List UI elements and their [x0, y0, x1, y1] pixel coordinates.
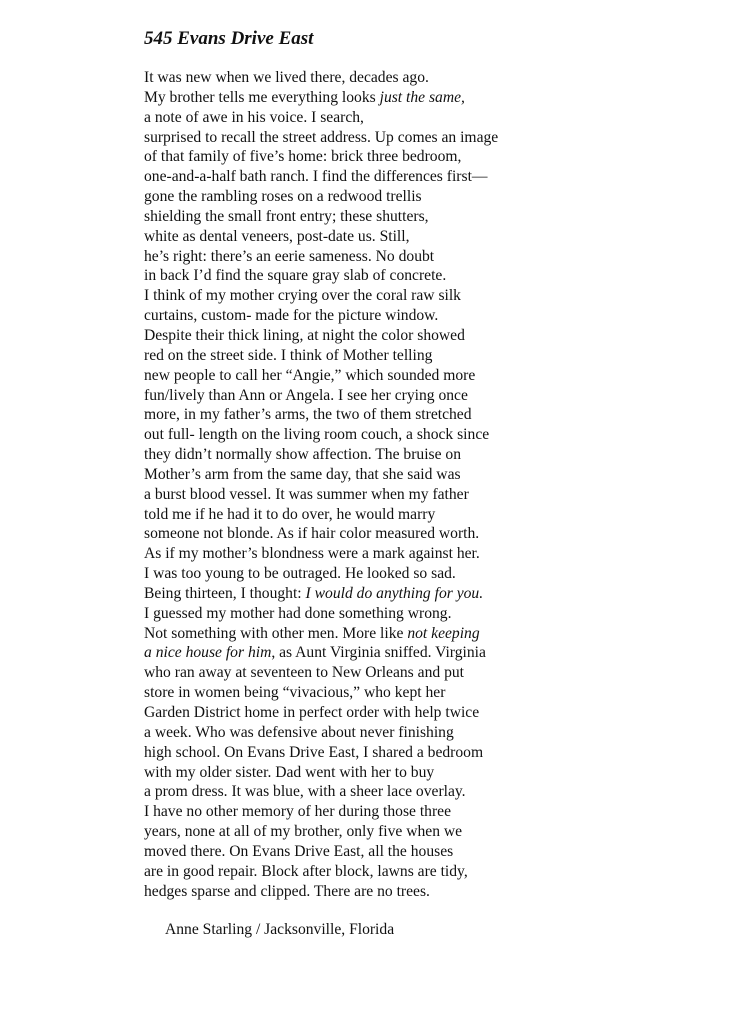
line-text: they didn’t normally show affection. The bruise on	[144, 446, 462, 464]
line-text: in back I’d find the square gray slab of concrete.	[144, 267, 447, 285]
poem-line	[144, 346, 704, 366]
line-text: store in women being “vivacious,” who kept her	[144, 684, 446, 702]
italic-text: just the same,	[379, 88, 465, 106]
line-text: a burst blood vessel. It was summer when my father	[144, 485, 469, 503]
poem-line	[144, 306, 704, 326]
poem-line	[144, 743, 704, 763]
poem-line	[144, 842, 704, 862]
poem-line	[144, 167, 704, 187]
line-text: a prom dress. It was blue, with a sheer lace overlay.	[144, 783, 466, 801]
poem-title: 545 Evans Drive East	[144, 28, 314, 49]
poem-line	[144, 266, 704, 286]
line-text: curtains, custom- made for the picture window.	[144, 307, 439, 325]
poem-line	[144, 227, 704, 247]
poem-line	[144, 882, 704, 902]
line-text: someone not blonde. As if hair color measured worth.	[144, 525, 480, 543]
line-text: white as dental veneers, post-date us. Still,	[144, 227, 410, 245]
line-text: red on the street side. I think of Mother telling	[144, 346, 433, 364]
line-text: My brother tells me everything looks	[144, 88, 380, 106]
poem-line	[144, 822, 704, 842]
poem-line	[144, 108, 704, 128]
poem-line	[144, 286, 704, 306]
poem-line	[144, 405, 704, 425]
line-text: high school. On Evans Drive East, I shared a bedroom	[144, 743, 484, 761]
poem-line	[144, 604, 704, 624]
poem-line	[144, 187, 704, 207]
line-text: told me if he had it to do over, he would marry	[144, 505, 436, 523]
poem-line	[144, 88, 704, 108]
line-text: new people to call her “Angie,” which sounded more	[144, 366, 476, 384]
line-text: I think of my mother crying over the coral raw silk	[144, 287, 461, 305]
poem-line	[144, 366, 704, 386]
line-text: As if my mother’s blondness were a mark against her.	[144, 545, 480, 563]
poem-line	[144, 485, 704, 505]
poem-body	[144, 68, 704, 901]
poem-line	[144, 782, 704, 802]
poem-line	[144, 862, 704, 882]
poem-line	[144, 147, 704, 167]
poem-line	[144, 683, 704, 703]
poem-line	[144, 524, 704, 544]
line-text: more, in my father’s arms, the two of them stretched	[144, 406, 472, 424]
poem-line	[144, 663, 704, 683]
poem-line	[144, 703, 704, 723]
line-text: a week. Who was defensive about never finishing	[144, 723, 454, 741]
poem-line	[144, 465, 704, 485]
poem-line	[144, 68, 704, 88]
poem-line	[144, 723, 704, 743]
line-text: I have no other memory of her during those three	[144, 803, 452, 821]
line-text: with my older sister. Dad went with her to buy	[144, 763, 435, 781]
line-text: It was new when we lived there, decades ago.	[144, 69, 429, 86]
poem-line	[144, 584, 704, 604]
line-text: moved there. On Evans Drive East, all the houses	[144, 842, 454, 860]
line-text: one-and-a-half bath ranch. I find the differences first—	[144, 168, 488, 186]
line-text: gone the rambling roses on a redwood trellis	[144, 188, 422, 206]
line-text: who ran away at seventeen to New Orleans and put	[144, 664, 464, 682]
italic-text: a nice house for him	[144, 644, 272, 662]
poem-line	[144, 326, 704, 346]
line-text: a note of awe in his voice. I search,	[144, 108, 364, 126]
line-text: Garden District home in perfect order with help twice	[144, 704, 480, 721]
line-text: years, none at all of my brother, only five when we	[144, 823, 463, 841]
line-text: he’s right: there’s an eerie sameness. No doubt	[144, 247, 435, 265]
line-text: fun/lively than Ann or Angela. I see her crying once	[144, 386, 468, 404]
line-text: shielding the small front entry; these shutters,	[144, 207, 429, 225]
poem-line	[144, 505, 704, 525]
line-text: of that family of five’s home: brick three bedroom,	[144, 148, 462, 166]
italic-text: I would do anything for you.	[305, 584, 484, 602]
line-text: Not something with other men. More like	[144, 624, 408, 642]
line-text: Being thirteen, I thought:	[144, 584, 306, 602]
line-text: hedges sparse and clipped. There are no trees.	[144, 882, 430, 900]
poem-line	[144, 624, 704, 644]
poem-line	[144, 386, 704, 406]
poem-line	[144, 128, 704, 148]
line-text: surprised to recall the street address. Up comes an image	[144, 128, 499, 146]
poem-line	[144, 207, 704, 227]
italic-text: not keeping	[407, 624, 480, 642]
line-text: out full- length on the living room couch, a shock since	[144, 426, 490, 444]
poem-line	[144, 425, 704, 445]
line-text: I guessed my mother had done something wrong.	[144, 604, 452, 622]
poem-line	[144, 445, 704, 465]
poem-line	[144, 564, 704, 584]
line-text: Despite their thick lining, at night the color showed	[144, 326, 465, 344]
line-text: are in good repair. Block after block, lawns are tidy,	[144, 862, 468, 880]
author-byline: Anne Starling / Jacksonville, Florida	[165, 921, 395, 938]
poem-line	[144, 802, 704, 822]
poem-line	[144, 643, 704, 663]
line-text: Mother’s arm from the same day, that she said was	[144, 465, 461, 483]
poem-line	[144, 763, 704, 783]
poem-line	[144, 247, 704, 267]
line-text: , as Aunt Virginia sniffed. Virginia	[271, 644, 486, 662]
poem-line	[144, 544, 704, 564]
line-text: I was too young to be outraged. He looked so sad.	[144, 565, 456, 583]
